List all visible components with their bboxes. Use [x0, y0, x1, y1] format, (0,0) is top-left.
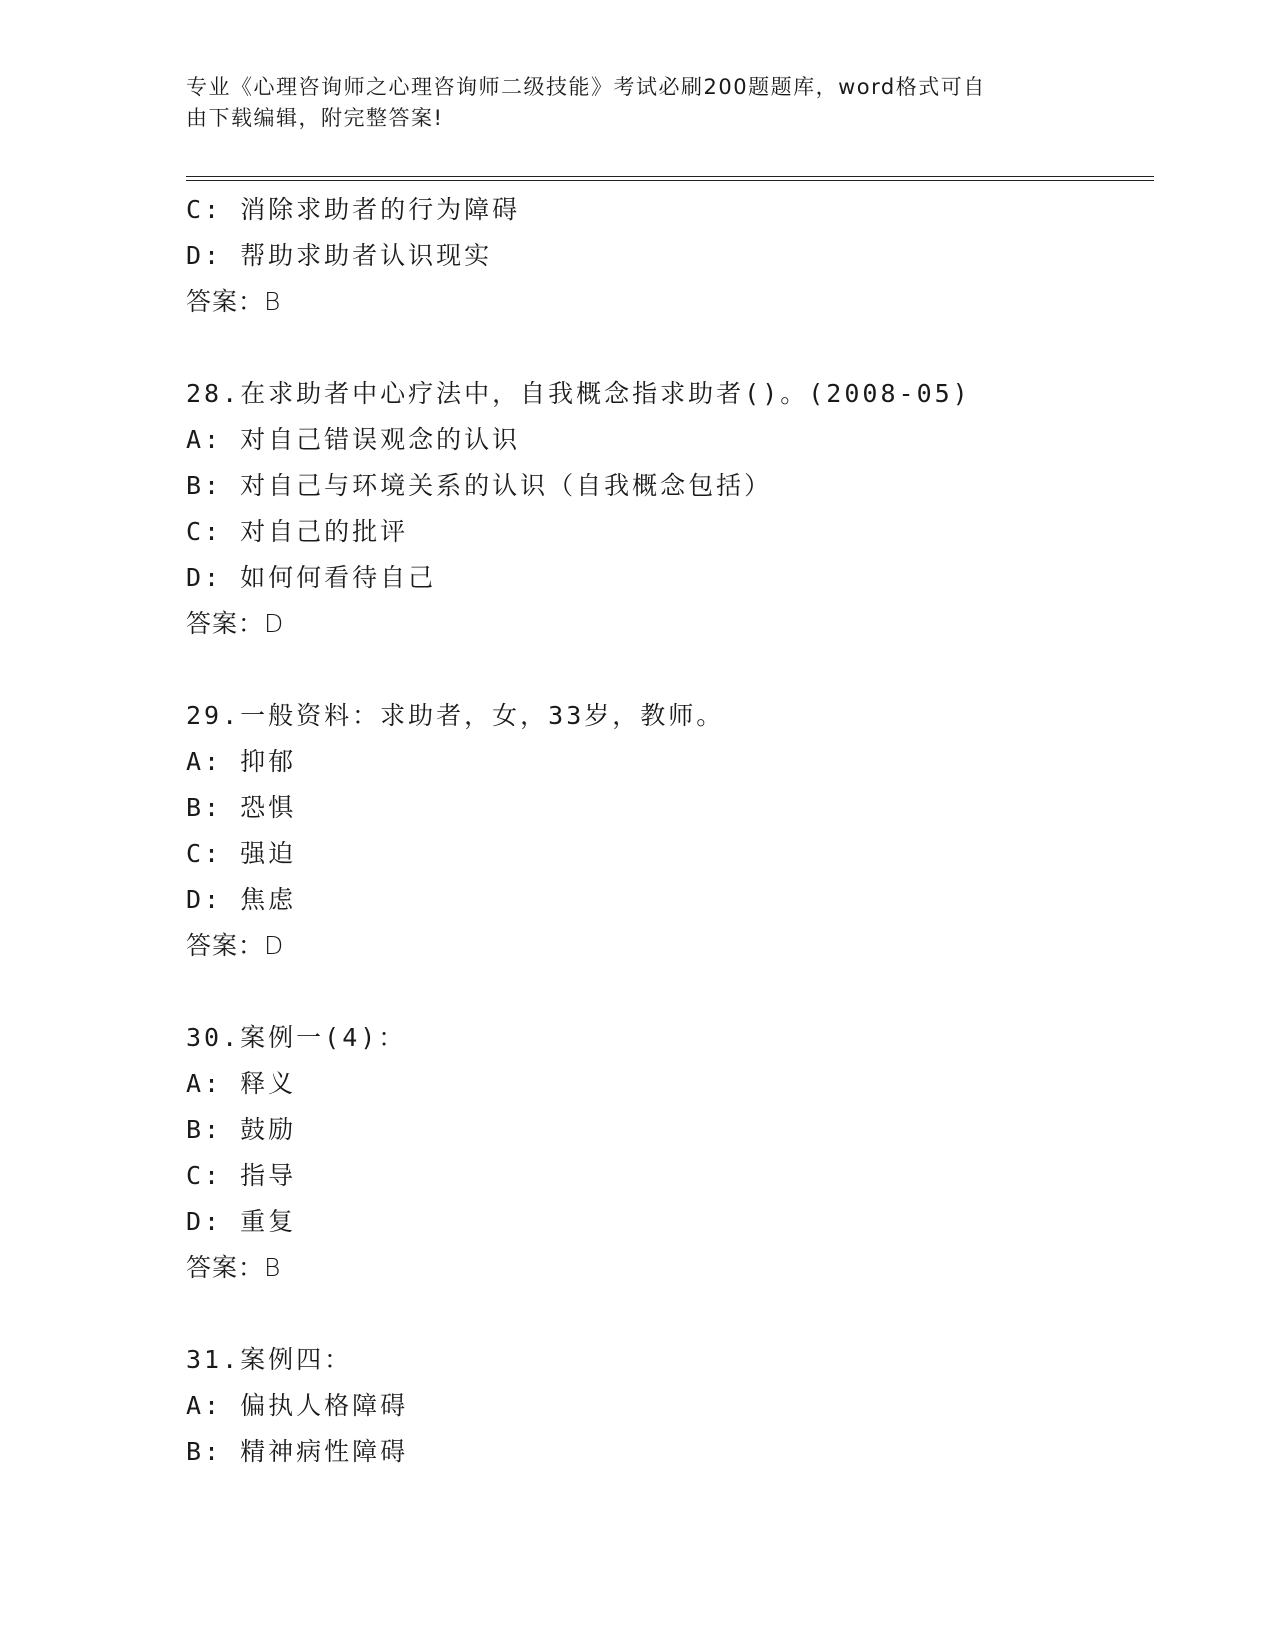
question-text: 28.在求助者中心疗法中，自我概念指求助者()。(2008-05)	[186, 379, 971, 408]
spacer	[186, 1291, 1154, 1337]
option-b: B: 恐惧	[186, 793, 297, 822]
header-divider	[186, 176, 1154, 181]
option-d: D: 如何何看待自己	[186, 563, 437, 592]
document-header	[186, 72, 1066, 134]
option-b: B: 鼓励	[186, 1115, 297, 1144]
option-a: A: 释义	[186, 1069, 297, 1098]
option-a: A: 偏执人格障碍	[186, 1391, 409, 1420]
option-d: D: 焦虑	[186, 885, 297, 914]
option-c: C: 对自己的批评	[186, 517, 409, 546]
answer-line: 答案：B	[186, 287, 282, 316]
spacer	[186, 969, 1154, 1015]
option-d: D: 重复	[186, 1207, 297, 1236]
option-d: D: 帮助求助者认识现实	[186, 241, 493, 270]
option-a: A: 抑郁	[186, 747, 297, 776]
question-text: 29.一般资料：求助者，女，33岁，教师。	[186, 701, 725, 730]
question-list	[186, 187, 1154, 1475]
question-block-30	[186, 1015, 1154, 1291]
spacer	[186, 325, 1154, 371]
answer-line: 答案：D	[186, 931, 285, 960]
option-a: A: 对自己错误观念的认识	[186, 425, 521, 454]
answer-line: 答案：D	[186, 609, 285, 638]
question-text: 30.案例一(4)：	[186, 1023, 407, 1052]
question-text: 31.案例四：	[186, 1345, 353, 1374]
question-block-29	[186, 693, 1154, 969]
option-c: C: 强迫	[186, 839, 297, 868]
option-b: B: 对自己与环境关系的认识（自我概念包括）	[186, 471, 773, 500]
header-line-1: 专业《心理咨询师之心理咨询师二级技能》考试必刷200题题库，word格式可自	[186, 75, 986, 99]
question-block-previous	[186, 187, 1154, 325]
option-c: C: 指导	[186, 1161, 297, 1190]
option-b: B: 精神病性障碍	[186, 1437, 409, 1466]
answer-line: 答案：B	[186, 1253, 282, 1282]
question-block-31	[186, 1337, 1154, 1475]
option-c: C: 消除求助者的行为障碍	[186, 195, 521, 224]
question-block-28	[186, 371, 1154, 647]
header-line-2: 由下载编辑，附完整答案!	[186, 106, 444, 130]
spacer	[186, 647, 1154, 693]
